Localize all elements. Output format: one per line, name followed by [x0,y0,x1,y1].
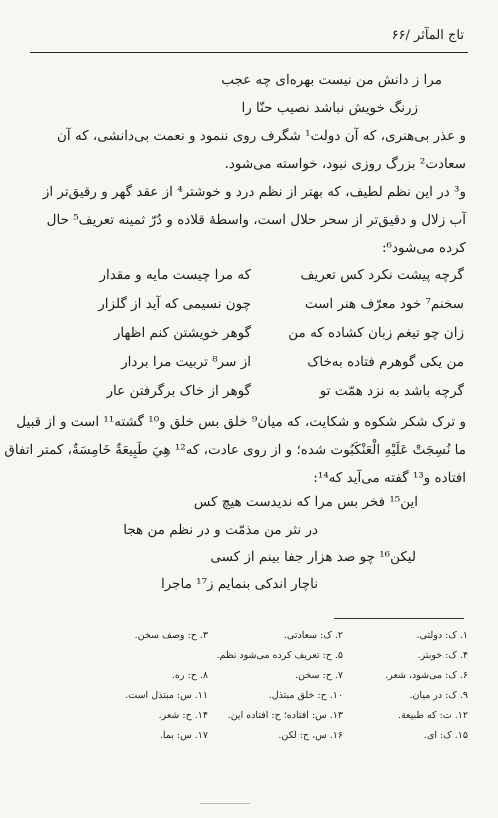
couplet-second-hemistich: از سر⁸ تربیت مرا بردار [121,354,251,370]
verse-line: این¹⁵ فخر بس مرا که ندیدست هیچ کس [193,494,418,510]
footnote: ۱۲. ت: که طبیعة. [397,710,468,721]
couplet-first-hemistich: زان چو تیغم زبان کشاده که من [288,325,464,341]
prose-line: آب زلال و دقیق‌تر از سحر حلال است، واسطهٔ قلاده و دُرّ ثمینه تعریف⁵ حال [46,212,466,228]
footnote: ۷. ح: سخن. [295,670,343,681]
footnote-rule [334,618,464,619]
couplet-second-hemistich: که مرا چیست مایه و مقدار [99,267,251,283]
footnote: ۲. ک: سعادتی. [283,630,343,641]
prose-line: ما نُسِجَتْ عَلَيْهِ الْعَنْكَبُوت شده؛ و از روی عادت، که¹² هِيَ طَبِيعَةٌ خَامِسَةٌ، کمتر اتفاق [4,442,466,458]
footnote: ۱۱. س: مبتذل است. [125,690,208,701]
footnote: ۱۷. س: بما. [159,730,208,741]
verse-line: ناچار اندکی بنمایم ز¹⁷ ماجرا [160,576,318,592]
couplet-first-hemistich: سخنم⁷ خود معرّف هنر است [304,296,464,312]
prose-line: کرده می‌شود⁶: [381,240,466,256]
footnote: ۱۰. ح: خلق مبتذل. [268,690,343,701]
couplet-second-hemistich: چون نسیمی که آید از گلزار [98,296,251,312]
footnote: ۱۳. س: افتاده؛ ح: افتاده این. [227,710,343,721]
footer-mark [200,803,250,804]
couplet-first-hemistich: گرچه پیشت نکرد کس تعریف [300,267,464,283]
couplet-second-hemistich: گوهر از خاک برگرفتن عار [106,383,251,399]
footnote: ۱۶. س، ح: لکن. [278,730,343,741]
prose-line: سعادت² بزرگ روزی نبود، خواسته می‌شود. [224,156,466,172]
header-rule [30,52,468,53]
verse-line: لیکن¹⁶ چو صد هزار جفا بینم از کسی [210,549,416,565]
verse-line: مرا ز دانش من نیست بهره‌ای چه عجب [221,72,442,88]
footnote: ۶. ک: می‌شود، شعر. [385,670,468,681]
footnote: ۱. ک: دولتی. [416,630,468,641]
prose-line: افتاده و¹³ گفته می‌آید که¹⁴: [313,470,466,486]
footnote: ۱۵. ک: ای. [423,730,468,741]
couplet-first-hemistich: من یکی گوهرم فتاده به‌خاک [307,354,464,370]
running-header: تاج المآثر /۶۶ [391,28,464,43]
prose-line: و ترک شکر شکوه و شکایت، که میان⁹ خلق بس خلق و¹⁰ گشته¹¹ است و از قبیل [16,414,466,430]
couplet-second-hemistich: گوهر خویشتن کنم اظهار [113,325,251,341]
footnote: ۵. ح: تعریف کرده می‌شود نظم. [216,650,343,661]
verse-line: زرنگ خویش نباشد نصیب حنّا را [241,100,418,116]
prose-line: و عذر بی‌هنری، که آن دولت¹ شگرف روی ننمود و نعمت بی‌دانشی، که آن [56,128,466,144]
couplet-first-hemistich: گرچه باشد به نزد همّت تو [319,383,464,399]
footnote: ۸. ح: ره. [171,670,208,681]
footnote: ۳. ح: وصف سخن. [134,630,208,641]
footnote: ۴. ک: خوبتر. [417,650,468,661]
verse-line: در نثر من مذمّت و در نظم من هجا [123,522,318,538]
footnote: ۱۴. ح: شعر. [158,710,208,721]
prose-line: و³ در این نظم لطیف، که بهتر از نظم درد و خوشتر⁴ از عقد گهر و رقیق‌تر از [42,184,466,200]
footnote: ۹. ک: در میان. [409,690,468,701]
